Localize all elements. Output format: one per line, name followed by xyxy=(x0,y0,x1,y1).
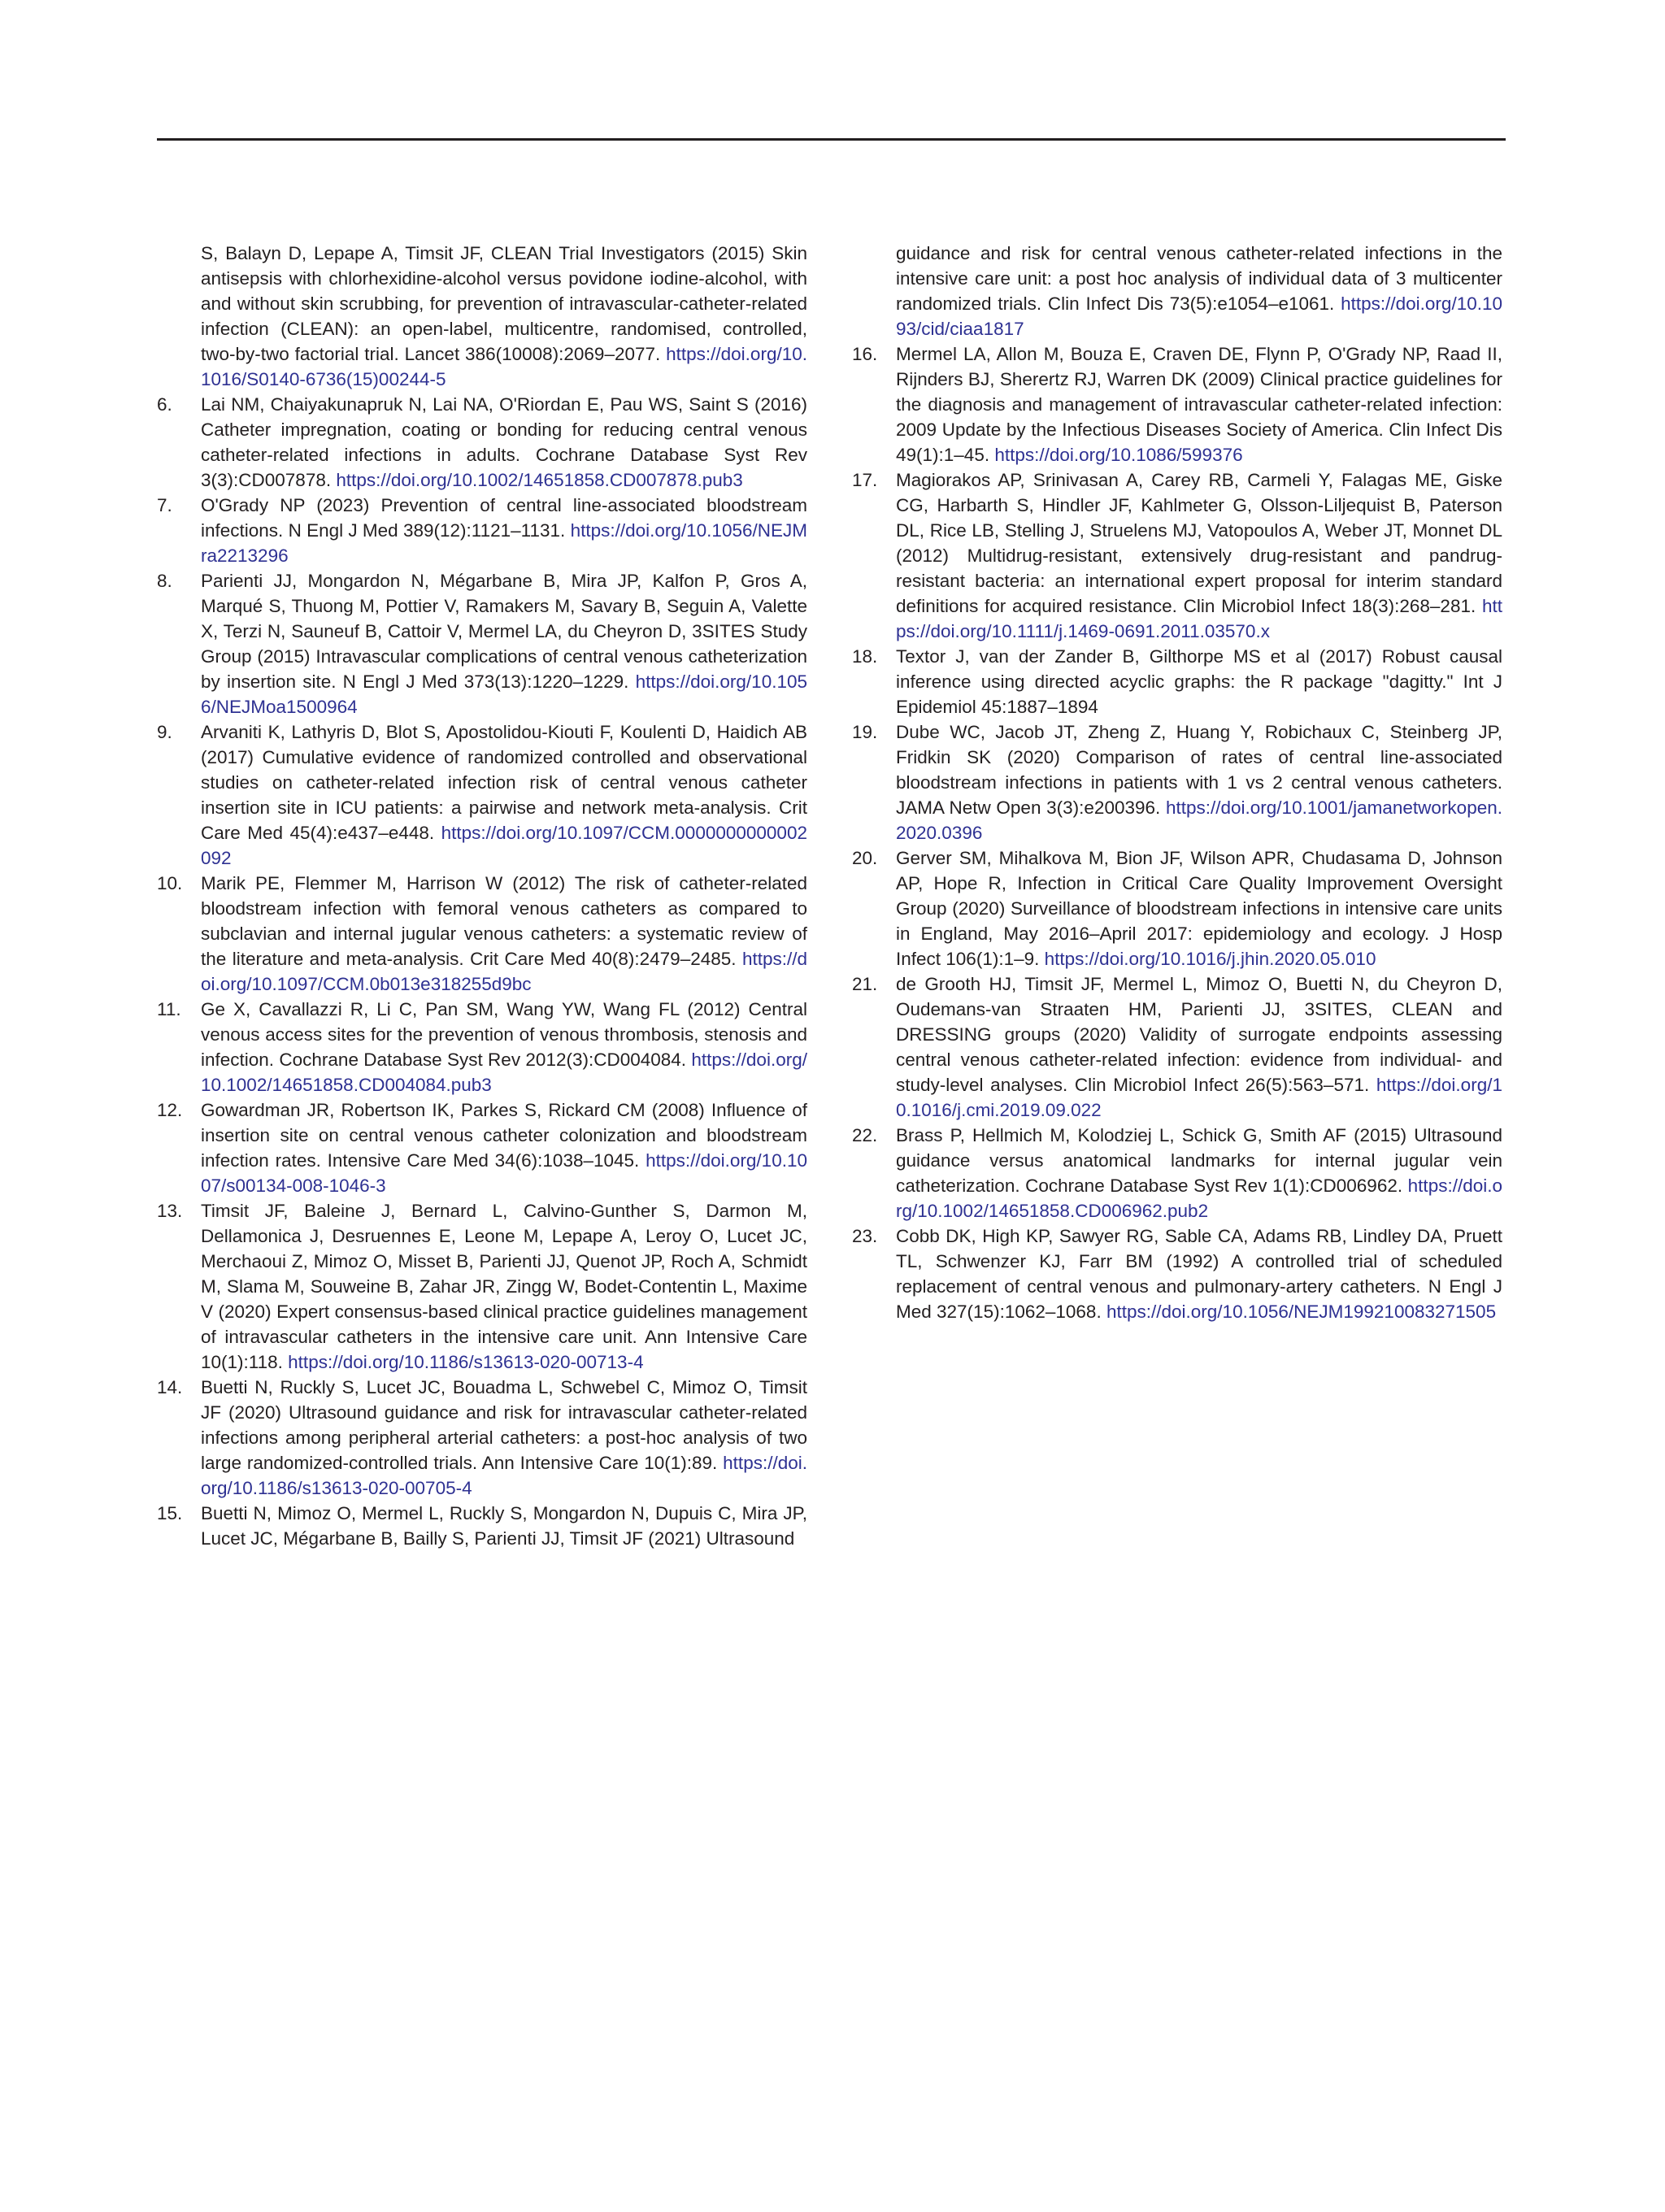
reference-body xyxy=(896,644,1502,719)
reference-column-left xyxy=(157,241,807,1551)
reference-citation: Gerver SM, Mihalkova M, Bion JF, Wilson APR, Chudasama D, Johnson AP, Hope R, Infection in Critical Care Quality Improvement Oversight Group (2020) Surveillance of bloodstream infections in intensive care units in England, May 2016–April 2017: epidemiology and ecology. J Hosp Infect 106(1):1–9. xyxy=(896,848,1502,969)
doi-link[interactable]: https://doi.org/10.1097/CCM.0000000000002092 xyxy=(201,823,807,868)
reference-body xyxy=(896,1223,1502,1324)
reference-body xyxy=(201,997,807,1097)
reference-item xyxy=(157,493,807,568)
reference-body xyxy=(201,241,807,392)
reference-number: 11. xyxy=(157,999,181,1019)
reference-citation: S, Balayn D, Lepape A, Timsit JF, CLEAN Trial Investigators (2015) Skin antisepsis with chlorhexidine-alcohol versus povidone iodine-alcohol, with and without skin scrubbing, for prevention of intravascular-catheter-related infection (CLEAN): an open-label, multicentre, randomised, controlled, two-by-two factorial trial. Lancet 386(10008):2069–2077. xyxy=(201,243,807,364)
reference-body xyxy=(896,241,1502,341)
reference-citation: Marik PE, Flemmer M, Harrison W (2012) The risk of catheter-related bloodstream infection with femoral venous catheters as compared to subclavian and internal jugular venous catheters: a systematic review of the literature and meta-analysis. Crit Care Med 40(8):2479–2485. xyxy=(201,873,807,969)
reference-body xyxy=(201,871,807,997)
doi-link[interactable]: https://doi.org/10.1056/NEJMoa1500964 xyxy=(201,671,807,717)
reference-number: 13. xyxy=(157,1201,183,1221)
reference-citation: Lai NM, Chaiyakunapruk N, Lai NA, O'Riordan E, Pau WS, Saint S (2016) Catheter impregnation, coating or bonding for reducing central venous catheter-related infections in adults. Cochrane Database Syst Rev 3(3):CD007878. xyxy=(201,394,807,490)
reference-citation: Timsit JF, Baleine J, Bernard L, Calvino-Gunther S, Darmon M, Dellamonica J, Desruennes E, Leone M, Lepape A, Leroy O, Lucet JC, Merchaoui Z, Mimoz O, Misset B, Parienti JJ, Quenot JP, Roch A, Schmidt M, Slama M, Souweine B, Zahar JR, Zingg W, Bodet-Contentin L, Maxime V (2020) Expert consensus-based clinical practice guidelines management of intravascular catheters in the intensive care unit. Ann Intensive Care 10(1):118. xyxy=(201,1201,807,1372)
reference-body xyxy=(201,1375,807,1501)
reference-number: 9. xyxy=(157,722,172,742)
reference-body xyxy=(896,341,1502,467)
reference-number: 17. xyxy=(852,470,878,490)
reference-number: 21. xyxy=(852,974,878,994)
doi-link[interactable]: https://doi.org/10.1001/jamanetworkopen.2020.0396 xyxy=(896,797,1502,843)
doi-link[interactable]: https://doi.org/10.1016/j.cmi.2019.09.022 xyxy=(896,1075,1502,1120)
reference-item xyxy=(157,997,807,1097)
doi-link[interactable]: https://doi.org/10.1002/14651858.CD007878.pub3 xyxy=(336,470,743,490)
reference-number: 19. xyxy=(852,722,878,742)
reference-citation: Brass P, Hellmich M, Kolodziej L, Schick G, Smith AF (2015) Ultrasound guidance versus anatomical landmarks for internal jugular vein catheterization. Cochrane Database Syst Rev 1(1):CD006962. xyxy=(896,1125,1502,1196)
reference-number: 23. xyxy=(852,1226,878,1246)
reference-number: 14. xyxy=(157,1377,183,1397)
reference-item xyxy=(157,241,807,392)
reference-item xyxy=(852,467,1502,644)
doi-link[interactable]: https://doi.org/10.1002/14651858.CD006962.pub2 xyxy=(896,1176,1502,1221)
reference-citation: Buetti N, Ruckly S, Lucet JC, Bouadma L, Schwebel C, Mimoz O, Timsit JF (2020) Ultrasound guidance and risk for intravascular catheter-related infections among peripheral arterial catheters: a post-hoc analysis of two large randomized-controlled trials. Ann Intensive Care 10(1):89. xyxy=(201,1377,807,1473)
reference-citation: Textor J, van der Zander B, Gilthorpe MS et al (2017) Robust causal inference using directed acyclic graphs: the R package "dagitty." Int J Epidemiol 45:1887–1894 xyxy=(896,646,1502,717)
reference-item xyxy=(852,341,1502,467)
reference-body xyxy=(201,1198,807,1375)
reference-body xyxy=(896,845,1502,971)
reference-citation: Parienti JJ, Mongardon N, Mégarbane B, Mira JP, Kalfon P, Gros A, Marqué S, Thuong M, Pottier V, Ramakers M, Savary B, Seguin A, Valette X, Terzi N, Sauneuf B, Cattoir V, Mermel LA, du Cheyron D, 3SITES Study Group (2015) Intravascular complications of central venous catheterization by insertion site. N Engl J Med 373(13):1220–1229. xyxy=(201,571,807,692)
reference-number: 6. xyxy=(157,394,172,415)
doi-link[interactable]: https://doi.org/10.1111/j.1469-0691.2011.03570.x xyxy=(896,596,1502,641)
reference-number: 15. xyxy=(157,1503,183,1523)
reference-citation: Gowardman JR, Robertson IK, Parkes S, Rickard CM (2008) Influence of insertion site on central venous catheter colonization and bloodstream infection rates. Intensive Care Med 34(6):1038–1045. xyxy=(201,1100,807,1171)
reference-item xyxy=(852,845,1502,971)
doi-link[interactable]: https://doi.org/10.1016/j.jhin.2020.05.010 xyxy=(1044,949,1376,969)
reference-number: 12. xyxy=(157,1100,183,1120)
reference-item xyxy=(852,719,1502,845)
reference-citation: Arvaniti K, Lathyris D, Blot S, Apostolidou-Kiouti F, Koulenti D, Haidich AB (2017) Cumulative evidence of randomized controlled and observational studies on catheter-related infection risk of central venous catheter insertion site in ICU patients: a pairwise and network meta-analysis. Crit Care Med 45(4):e437–e448. xyxy=(201,722,807,843)
reference-citation: O'Grady NP (2023) Prevention of central line-associated bloodstream infections. N Engl J Med 389(12):1121–1131. xyxy=(201,495,807,541)
reference-item xyxy=(852,1223,1502,1324)
reference-column-right xyxy=(852,241,1502,1324)
reference-number: 20. xyxy=(852,848,878,868)
reference-body xyxy=(201,568,807,719)
reference-number: 10. xyxy=(157,873,183,893)
reference-body xyxy=(201,1097,807,1198)
reference-citation: Ge X, Cavallazzi R, Li C, Pan SM, Wang YW, Wang FL (2012) Central venous access sites for the prevention of venous thrombosis, stenosis and infection. Cochrane Database Syst Rev 2012(3):CD004084. xyxy=(201,999,807,1070)
reference-citation: Buetti N, Mimoz O, Mermel L, Ruckly S, Mongardon N, Dupuis C, Mira JP, Lucet JC, Mégarbane B, Bailly S, Parienti JJ, Timsit JF (2021) Ultrasound xyxy=(201,1503,807,1549)
doi-link[interactable]: https://doi.org/10.1186/s13613-020-00713-4 xyxy=(288,1352,644,1372)
reference-item xyxy=(157,1375,807,1501)
doi-link[interactable]: https://doi.org/10.1056/NEJM199210083271505 xyxy=(1106,1302,1497,1322)
reference-item xyxy=(157,1198,807,1375)
reference-citation: Dube WC, Jacob JT, Zheng Z, Huang Y, Robichaux C, Steinberg JP, Fridkin SK (2020) Comparison of rates of central line-associated bloodstream infections in patients with 1 vs 2 central venous catheters. JAMA Netw Open 3(3):e200396. xyxy=(896,722,1502,818)
reference-number: 22. xyxy=(852,1125,878,1145)
reference-number: 8. xyxy=(157,571,172,591)
header-rule xyxy=(157,138,1506,141)
doi-link[interactable]: https://doi.org/10.1093/cid/ciaa1817 xyxy=(896,293,1502,339)
reference-citation: Cobb DK, High KP, Sawyer RG, Sable CA, Adams RB, Lindley DA, Pruett TL, Schwenzer KJ, Farr BM (1992) A controlled trial of scheduled replacement of central venous and pulmonary-artery catheters. N Engl J Med 327(15):1062–1068. xyxy=(896,1226,1502,1322)
reference-citation: Magiorakos AP, Srinivasan A, Carey RB, Carmeli Y, Falagas ME, Giske CG, Harbarth S, Hindler JF, Kahlmeter G, Olsson-Liljequist B, Paterson DL, Rice LB, Stelling J, Struelens MJ, Vatopoulos A, Weber JT, Monnet DL (2012) Multidrug-resistant, extensively drug-resistant and pandrug-resistant bacteria: an international expert proposal for interim standard definitions for acquired resistance. Clin Microbiol Infect 18(3):268–281. xyxy=(896,470,1502,616)
doi-link[interactable]: https://doi.org/10.1016/S0140-6736(15)00244-5 xyxy=(201,344,807,389)
doi-link[interactable]: https://doi.org/10.1002/14651858.CD004084.pub3 xyxy=(201,1050,807,1095)
reference-item xyxy=(157,568,807,719)
doi-link[interactable]: https://doi.org/10.1097/CCM.0b013e318255d9bc xyxy=(201,949,807,994)
reference-item xyxy=(852,1123,1502,1223)
reference-item xyxy=(852,644,1502,719)
reference-body xyxy=(201,392,807,493)
doi-link[interactable]: https://doi.org/10.1007/s00134-008-1046-3 xyxy=(201,1150,807,1196)
doi-link[interactable]: https://doi.org/10.1186/s13613-020-00705-4 xyxy=(201,1453,807,1498)
reference-body xyxy=(201,493,807,568)
doi-link[interactable]: https://doi.org/10.1056/NEJMra2213296 xyxy=(201,520,807,566)
reference-body xyxy=(896,1123,1502,1223)
reference-citation: de Grooth HJ, Timsit JF, Mermel L, Mimoz O, Buetti N, du Cheyron D, Oudemans-van Straaten HM, Parienti JJ, 3SITES, CLEAN and DRESSING groups (2020) Validity of surrogate endpoints assessing central venous catheter-related infection: evidence from individual- and study-level analyses. Clin Microbiol Infect 26(5):563–571. xyxy=(896,974,1502,1095)
reference-body xyxy=(896,971,1502,1123)
reference-item xyxy=(157,871,807,997)
reference-item xyxy=(157,719,807,871)
reference-item xyxy=(852,971,1502,1123)
reference-number: 16. xyxy=(852,344,878,364)
reference-citation: Mermel LA, Allon M, Bouza E, Craven DE, Flynn P, O'Grady NP, Raad II, Rijnders BJ, Sherertz RJ, Warren DK (2009) Clinical practice guidelines for the diagnosis and management of intravascular catheter-related infection: 2009 Update by the Infectious Diseases Society of America. Clin Infect Dis 49(1):1–45. xyxy=(896,344,1502,465)
reference-item xyxy=(157,392,807,493)
reference-body xyxy=(201,719,807,871)
reference-item xyxy=(157,1501,807,1551)
reference-body xyxy=(201,1501,807,1551)
doi-link[interactable]: https://doi.org/10.1086/599376 xyxy=(994,445,1243,465)
reference-body xyxy=(896,719,1502,845)
reference-item xyxy=(157,1097,807,1198)
reference-item xyxy=(852,241,1502,341)
reference-number xyxy=(157,241,201,392)
reference-number xyxy=(852,241,896,341)
reference-body xyxy=(896,467,1502,644)
reference-number: 7. xyxy=(157,495,172,515)
reference-citation: guidance and risk for central venous catheter-related infections in the intensive care unit: a post hoc analysis of individual data of 3 multicenter randomized trials. Clin Infect Dis 73(5):e1054–e1061. xyxy=(896,243,1502,314)
reference-number: 18. xyxy=(852,646,878,667)
